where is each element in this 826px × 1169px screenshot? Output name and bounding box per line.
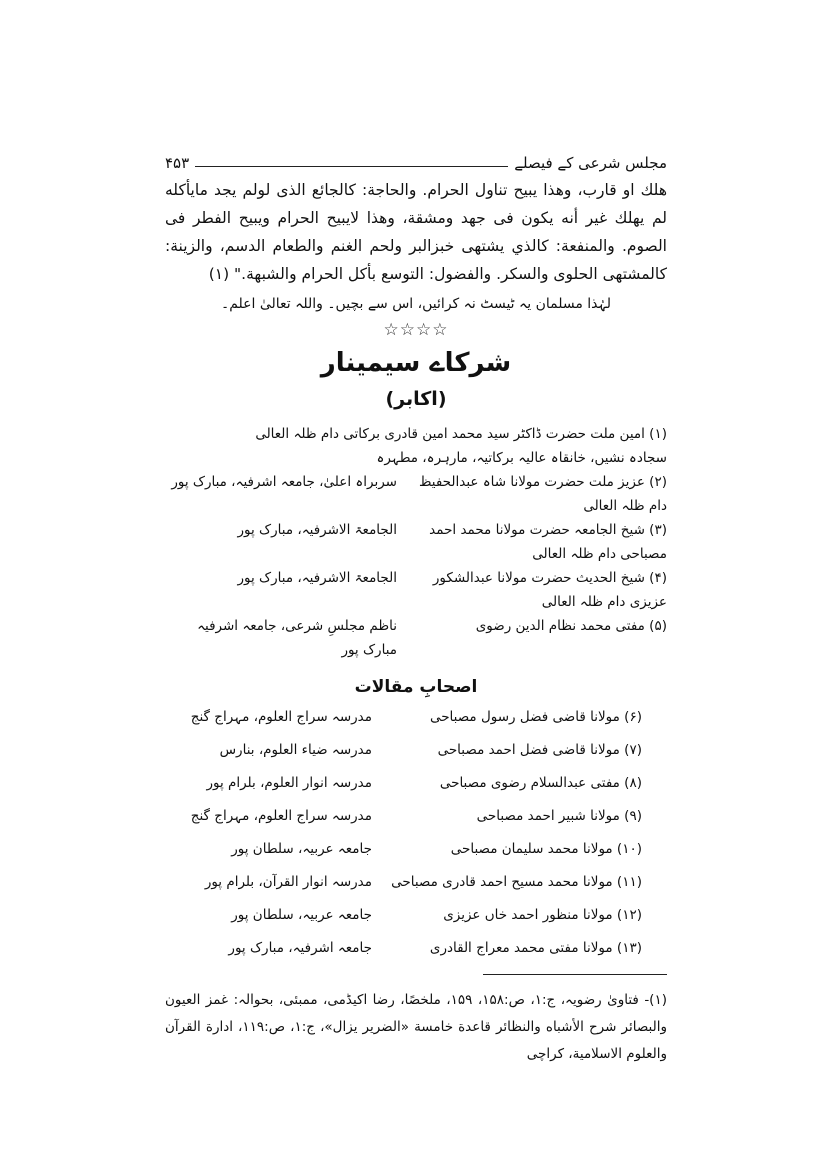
section-separator-stars: ☆☆☆☆ (383, 320, 449, 340)
running-header (165, 146, 667, 172)
footnote-divider (483, 974, 667, 975)
akabir-heading: (اکابر) (385, 388, 447, 410)
list-item (165, 422, 667, 470)
participant-name: (۱۲) مولانا منظور احمد خاں عزیزی (443, 907, 642, 923)
list-item (165, 935, 667, 968)
list-item (165, 470, 667, 518)
participant-name: (۱۰) مولانا محمد سلیمان مصباحی (450, 841, 642, 857)
list-item (165, 836, 667, 869)
list-item (165, 518, 667, 566)
list-item (165, 803, 667, 836)
participant-name: (۱۳) مولانا مفتی محمد معراج القادری (429, 940, 642, 956)
participant-affiliation: مدرسہ سراج العلوم، مہراج گنج (190, 709, 372, 725)
ruling-conclusion: لہٰذا مسلمان یہ ٹیسٹ نہ کرائیں، اس سے بچیں۔ واللہ تعالیٰ اعلم۔ (221, 296, 611, 312)
participant-affiliation: مدرسہ انوار القرآن، بلرام پور (204, 874, 372, 890)
participant-name: (۸) مفتی عبدالسلام رضوی مصباحی (439, 775, 642, 791)
page-number: ۴۵۳ (165, 154, 190, 172)
list-item (165, 902, 667, 935)
list-item (165, 704, 667, 737)
page-content (165, 146, 667, 1068)
participant-affiliation: سجادہ نشیں، خانقاہ عالیہ برکاتیہ، مارہرہ، مطہرہ (376, 450, 667, 466)
arabic-quote-paragraph: هلك او قارب، وهذا يبيح تناول الحرام. والحاجة: كالجائع الذى لولم يجد مايأكله لم يهلك غير أنه يكون فى جهد ومشقة، وهذا لايبيح الحرام ويبيح الفطر فى الصوم. والمنفعة: كالذي يشتهى خبزالبر ولحم الغنم والطعام الدسم، والزينة: كالمشتهى الحلوى والسكر. والفضول: التوسع بأكل الحرام والشبهة." (۱) (165, 181, 667, 283)
list-item (165, 737, 667, 770)
akabir-list (165, 422, 667, 662)
participant-name: (۱۱) مولانا محمد مسیح احمد قادری مصباحی (391, 874, 642, 890)
participant-affiliation: جامعہ عربیہ، سلطان پور (231, 907, 372, 923)
participant-affiliation: ناظم مجلسِ شرعی، جامعہ اشرفیہ مبارک پور (197, 618, 397, 658)
participant-name: (۷) مولانا قاضی فضل احمد مصباحی (437, 742, 642, 758)
participant-name: (۵) مفتی محمد نظام الدین رضوی (475, 618, 667, 634)
participant-name: (۳) شیخ الجامعہ حضرت مولانا محمد احمد مصباحی دام ظلہ العالی (429, 522, 667, 562)
participant-name: (۱) امین ملت حضرت ڈاکٹر سید محمد امین قادری برکاتی دام ظلہ العالی (255, 426, 667, 442)
participant-affiliation: مدرسہ انوار العلوم، بلرام پور (206, 775, 372, 791)
participant-name: (۹) مولانا شبیر احمد مصباحی (476, 808, 642, 824)
list-item (165, 566, 667, 614)
participant-affiliation: جامعہ عربیہ، سلطان پور (231, 841, 372, 857)
participant-name: (۶) مولانا قاضی فضل رسول مصباحی (429, 709, 642, 725)
section-title: شرکاے سیمینار (320, 348, 512, 378)
footnote: (۱)- فتاویٰ رضویہ، ج:۱، ص:۱۵۸، ۱۵۹، ملخصًا، رضا اکیڈمی، ممبئی، بحوالہ: غمز العیون والبصائر شرح الأشباه والنظائر قاعدة خامسة «الضرير يزال»، ج:۱، ص:۱۱۹، ادارة القرآن والعلوم الاسلامية، کراچی (165, 992, 667, 1062)
participant-affiliation: الجامعۃ الاشرفیہ، مبارک پور (237, 570, 397, 586)
list-item (165, 770, 667, 803)
ashab-heading: اصحابِ مقالات (354, 677, 478, 697)
participant-affiliation: جامعہ اشرفیہ، مبارک پور (228, 940, 372, 956)
participant-affiliation: الجامعۃ الاشرفیہ، مبارک پور (237, 522, 397, 538)
participant-affiliation: مدرسہ ضیاء العلوم، بنارس (219, 742, 372, 758)
participant-name: (۴) شیخ الحدیث حضرت مولانا عبدالشکور عزیزی دام ظلہ العالی (432, 570, 667, 610)
participant-affiliation: مدرسہ سراج العلوم، مہراج گنج (190, 808, 372, 824)
list-item (165, 869, 667, 902)
participant-name: (۲) عزیز ملت حضرت مولانا شاہ عبدالحفیظ دام ظلہ العالی (418, 474, 667, 514)
participant-affiliation: سربراہ اعلیٰ، جامعہ اشرفیہ، مبارک پور (171, 474, 397, 490)
running-title: مجلس شرعی کے فیصلے (514, 154, 667, 172)
list-item (165, 614, 667, 662)
header-rule (195, 166, 508, 167)
ashab-list (165, 704, 667, 968)
